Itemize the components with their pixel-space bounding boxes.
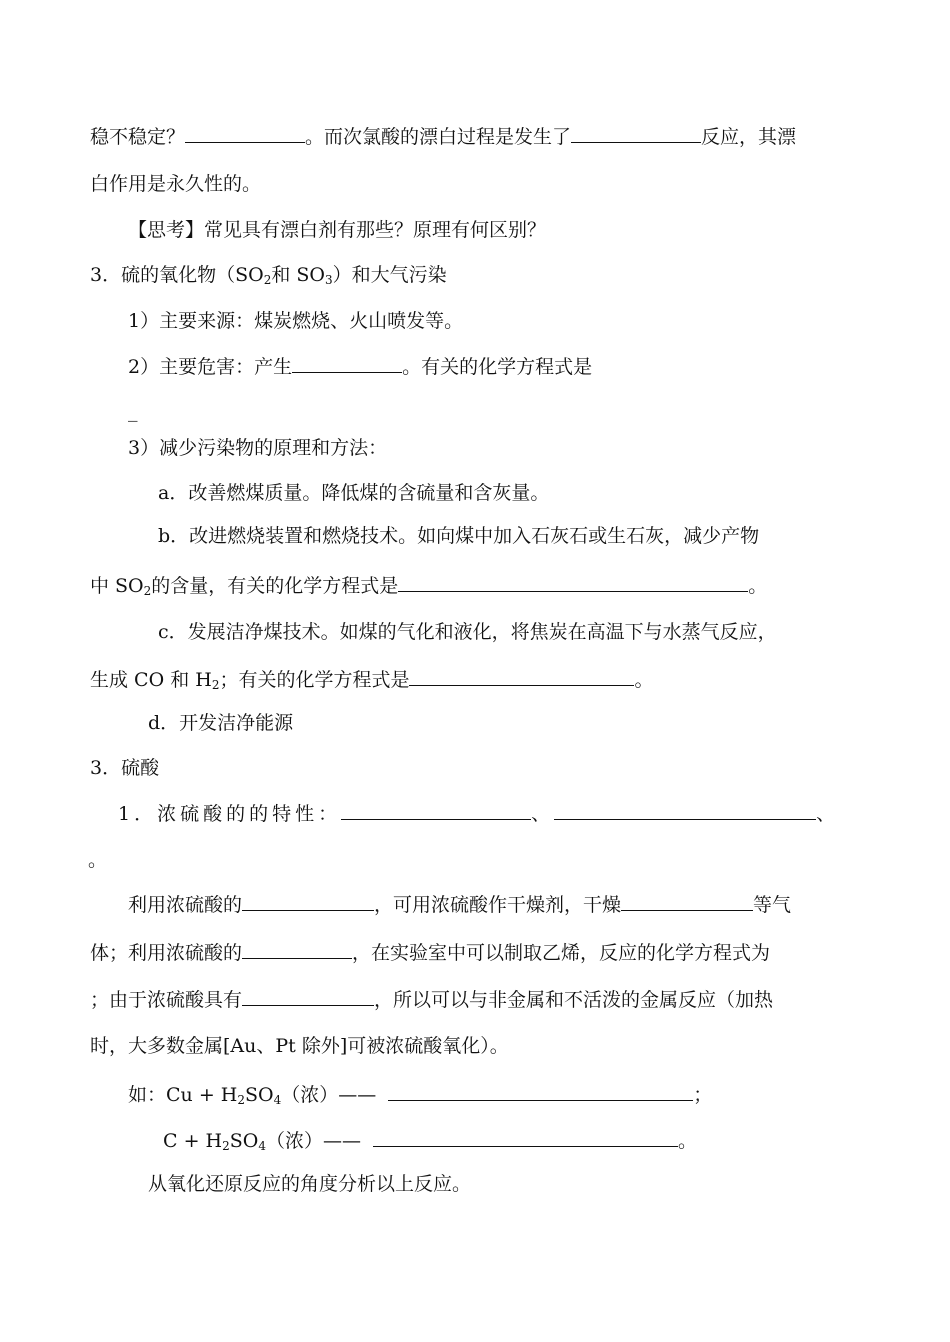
text: （浓）——	[281, 1084, 377, 1106]
text: 稳不稳定？	[90, 126, 186, 148]
text: C + H	[163, 1130, 223, 1152]
subscript: 2	[263, 273, 272, 287]
text: 。	[678, 1130, 698, 1152]
text: ，可用浓硫酸作干燥剂，干燥	[374, 894, 622, 916]
period-mark: 。	[88, 849, 108, 871]
line-bleach-permanent: 白作用是永久性的。	[90, 173, 262, 195]
text: （浓）——	[265, 1130, 361, 1152]
line-oxidizing	[90, 985, 773, 1014]
text: ，在实验室中可以制取乙烯，反应的化学方程式为	[352, 942, 771, 964]
item-hazards	[128, 352, 592, 381]
subscript: 2	[222, 1139, 230, 1153]
equation-carbon	[163, 1126, 697, 1160]
method-d: d．开发洁净能源	[148, 712, 294, 734]
line-ethylene	[90, 938, 770, 967]
text: 、	[816, 803, 840, 825]
text: 、	[531, 803, 555, 825]
answer-blank[interactable]	[388, 1080, 693, 1101]
subscript: 2	[211, 678, 220, 692]
text: 3．硫的氧化物（SO	[90, 264, 264, 286]
underscore-mark: _	[128, 400, 138, 422]
section-heading-sulfuric-acid: 3．硫酸	[90, 757, 160, 779]
text: SO	[229, 1130, 259, 1152]
answer-blank[interactable]	[571, 122, 701, 143]
text: 利用浓硫酸的	[128, 894, 243, 916]
answer-blank[interactable]	[373, 1126, 678, 1147]
answer-blank[interactable]	[398, 571, 748, 592]
think-prompt: 【思考】常见具有漂白剂有那些？原理有何区别？	[128, 219, 547, 241]
text: 的含量，有关的化学方程式是	[151, 575, 399, 597]
text: 2）主要危害：产生	[128, 356, 293, 378]
equation-copper	[128, 1080, 712, 1114]
answer-blank[interactable]	[242, 938, 352, 959]
answer-blank[interactable]	[554, 799, 816, 820]
line-stability	[90, 122, 796, 151]
answer-blank[interactable]	[292, 352, 402, 373]
analysis-prompt: 从氧化还原反应的角度分析以上反应。	[148, 1173, 472, 1195]
text: 1．浓硫酸的的特性：	[118, 803, 342, 825]
answer-blank[interactable]	[341, 799, 531, 820]
text: ；有关的化学方程式是	[219, 669, 410, 691]
subscript: 3	[324, 273, 333, 287]
method-c: c．发展洁净煤技术。如煤的气化和液化，将焦炭在高温下与水蒸气反应，	[158, 621, 777, 643]
text: SO	[244, 1084, 274, 1106]
text: ，所以可以与非金属和不活泼的金属反应（加热	[374, 989, 774, 1011]
answer-blank[interactable]	[621, 890, 753, 911]
text: 等气	[753, 894, 792, 916]
method-a: a．改善燃煤质量。降低煤的含硫量和含灰量。	[158, 482, 550, 504]
method-c-cont	[90, 665, 653, 699]
line-properties	[118, 799, 839, 828]
text: 。	[634, 669, 654, 691]
subscript: 4	[273, 1093, 282, 1107]
item-methods: 3）减少污染物的原理和方法：	[128, 437, 388, 459]
subscript: 2	[237, 1093, 245, 1107]
item-sources: 1）主要来源：煤炭燃烧、火山喷发等。	[128, 310, 464, 332]
section-heading-sulfur-oxides	[90, 261, 447, 294]
subscript: 4	[258, 1139, 266, 1153]
text: 体；利用浓硫酸的	[90, 942, 243, 964]
answer-blank[interactable]	[185, 122, 305, 143]
method-b-cont	[90, 571, 767, 605]
line-metals: 时，大多数金属[Au、Pt 除外]可被浓硫酸氧化）。	[90, 1035, 509, 1057]
text: 生成 CO 和 H	[90, 669, 212, 691]
answer-blank[interactable]	[242, 985, 374, 1006]
line-drying-agent	[128, 890, 791, 919]
text: 。有关的化学方程式是	[402, 356, 593, 378]
text: ）和大气污染	[332, 264, 447, 286]
text: 反应，其漂	[701, 126, 797, 148]
text: 。而次氯酸的漂白过程是发生了	[305, 126, 572, 148]
text: 如：Cu + H	[128, 1084, 238, 1106]
text: 中 SO	[90, 575, 144, 597]
subscript: 2	[143, 584, 152, 598]
text: 和 SO	[271, 264, 325, 286]
method-b: b．改进燃烧装置和燃烧技术。如向煤中加入石灰石或生石灰，减少产物	[158, 525, 760, 547]
answer-blank[interactable]	[409, 665, 634, 686]
text: ；由于浓硫酸具有	[90, 989, 243, 1011]
answer-blank[interactable]	[242, 890, 374, 911]
text: ；	[693, 1084, 713, 1106]
text: 。	[748, 575, 768, 597]
